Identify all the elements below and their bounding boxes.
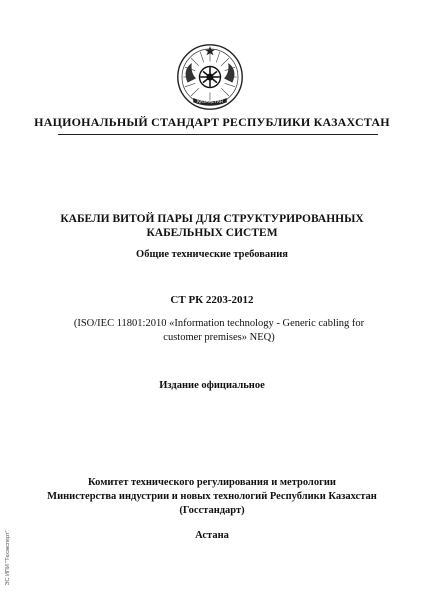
svg-text:ҚАЗАҚСТАН: ҚАЗАҚСТАН [197, 98, 223, 104]
edition-label: Издание официальное [159, 380, 265, 391]
standard-title: НАЦИОНАЛЬНЫЙ СТАНДАРТ РЕСПУБЛИКИ КАЗАХСТАН [34, 115, 390, 129]
standard-code: СТ РК 2203-2012 [170, 294, 254, 306]
header-divider [58, 134, 378, 135]
document-subtitle: Общие технические требования [136, 249, 288, 260]
publication-city: Астана [195, 530, 229, 541]
iso-reference: (ISO/IEC 11801:2010 «Information technology - Generic cabling for customer premises» NEQ) [73, 318, 365, 343]
document-title [0, 212, 424, 240]
organization-line: Комитет технического регулирования и метрологии [88, 477, 336, 488]
watermark [2, 518, 14, 598]
watermark-text: ЭС ИПИ "Техэксперт" [5, 530, 11, 586]
document-title-line: КАБЕЛЬНЫХ СИСТЕМ [146, 227, 278, 239]
issuing-organization [0, 476, 424, 518]
document-title-line: КАБЕЛИ ВИТОЙ ПАРЫ ДЛЯ СТРУКТУРИРОВАННЫХ [60, 213, 364, 225]
organization-line: (Госстандарт) [179, 505, 245, 516]
state-emblem-icon [175, 42, 245, 112]
organization-line: Министерства индустрии и новых технологий Республики Казахстан [47, 491, 377, 502]
